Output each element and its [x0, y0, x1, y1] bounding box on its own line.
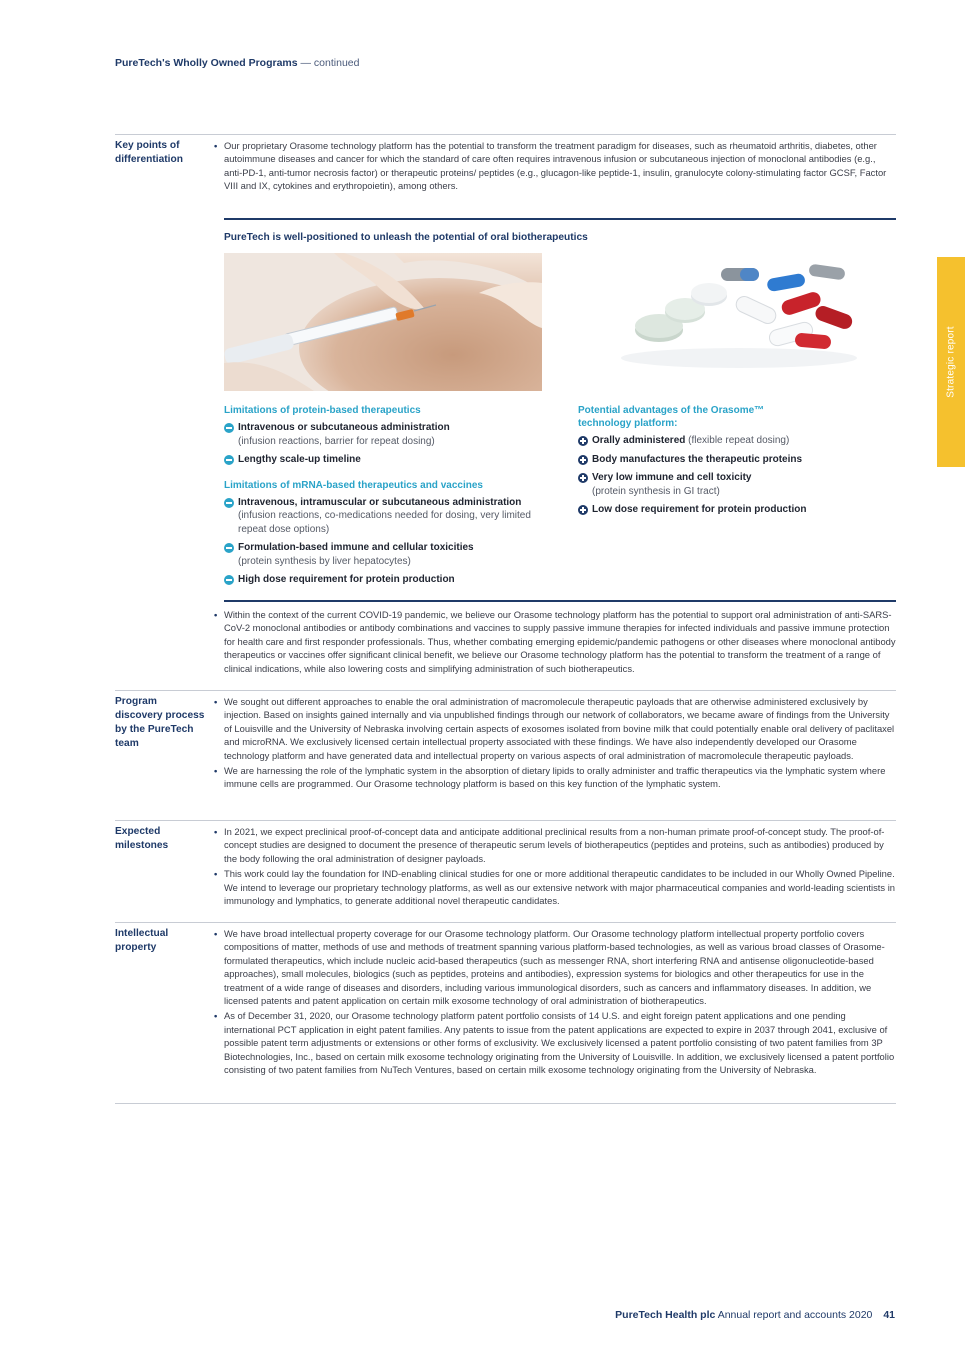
item-light: (flexible repeat dosing) — [688, 435, 790, 446]
row-body-ip — [214, 927, 896, 1078]
oral-biotherapeutics-panel — [224, 218, 896, 602]
mrna-limitation-item — [224, 541, 544, 568]
item-strong: Low dose requirement for protein production — [592, 504, 807, 515]
injection-illustration — [224, 253, 542, 391]
running-header — [115, 57, 359, 69]
differentiation-text-2: Within the context of the current COVID-19 pandemic, we believe our Orasome technology platform has the potential to support oral administration of anti-SARS-CoV-2 monoclonal antibodies or antibody combinations and vaccines to supply passive immune therapies for infected individuals and passive immune protection for health care and first responder professionals. Thus, whether combating emerging epidemic/pandemic pathogens or other diseases where monoclonal antibody therapeutics or vaccines offer significant clinical benefit, we believe our Orasome technology platform has the potential to transform the treatment of a range of clinical indications, while also lowering costs and simplifying administration of such biotherapeutics. — [224, 609, 896, 674]
minus-circle-icon — [224, 543, 234, 553]
row-milestones — [115, 820, 896, 922]
protein-limitations-title: Limitations of protein-based therapeutics — [224, 405, 421, 416]
differentiation-bullet-2 — [214, 608, 896, 675]
bullet-dot: • — [214, 765, 218, 777]
discovery-bullet-1 — [214, 695, 896, 762]
bullet-dot: • — [214, 140, 218, 151]
bullet-dot: • — [214, 826, 218, 837]
item-strong: Orally administered — [592, 435, 686, 446]
bullet-dot: • — [214, 928, 218, 939]
mrna-limitation-item — [224, 573, 544, 587]
header-continued: — continued — [300, 57, 360, 69]
discovery-text-2: We are harnessing the role of the lymphatic system in the absorption of dietary lipids to orally administer and traffic therapeutics via the lymphatic system where immune cells are programmed. Our Orasome technology platform is based on this key function of the lymphatic system. — [224, 765, 886, 790]
orasome-advantage-item — [578, 471, 878, 498]
panel-title: PureTech is well-positioned to unleash the potential of oral biotherapeutics — [224, 232, 588, 243]
row-intellectual-property — [115, 922, 896, 1104]
page-footer — [615, 1309, 895, 1321]
bullet-dot: • — [214, 609, 218, 620]
pills-illustration — [619, 260, 859, 370]
plus-circle-icon — [578, 436, 588, 446]
orasome-advantage-item — [578, 503, 878, 517]
section-side-tab[interactable] — [937, 257, 965, 467]
advantages-column — [578, 404, 878, 522]
milestones-text-2: This work could lay the foundation for IND-enabling clinical studies for one or more additional therapeutic candidates to be included in our Wholly Owned Pipeline. We intend to leverage our proprietary technology platforms, as well as our extensive network with major pharmaceutical companies and world-leading scientists in immunology and lymphatics, to generate additional novel therapeutic candidates. — [224, 868, 895, 907]
limitations-column — [224, 404, 544, 592]
row-body-differentiation-lower — [214, 608, 896, 677]
protein-limitation-item — [224, 453, 544, 467]
milestones-text-1: In 2021, we expect preclinical proof-of-concept data and anticipate additional preclinical results from a non-human primate proof-of-concept study. The proof-of-concept studies are designed to document the presence of therapeutic serum levels of biotherapeutics (peptides and proteins, such as antibodies) produced by the body following the oral administration of designer payloads. — [224, 826, 885, 864]
ip-bullet-1 — [214, 927, 896, 1007]
row-body-differentiation — [214, 139, 896, 195]
minus-circle-icon — [224, 423, 234, 433]
row-body-milestones — [214, 825, 896, 909]
minus-circle-icon — [224, 575, 234, 585]
item-strong: Formulation-based immune and cellular toxicities — [238, 542, 474, 553]
bullet-dot: • — [214, 696, 218, 707]
orasome-advantage-item — [578, 453, 878, 467]
row-discovery — [115, 690, 896, 820]
side-tab-label: Strategic report — [945, 326, 957, 398]
protein-limitation-item — [224, 421, 544, 448]
plus-circle-icon — [578, 505, 588, 515]
item-strong: Lengthy scale-up timeline — [238, 454, 361, 465]
item-light: (protein synthesis in GI tract) — [592, 485, 720, 497]
item-strong: Body manufactures the therapeutic proteins — [592, 453, 803, 465]
ip-text-2: As of December 31, 2020, our Orasome technology platform patent portfolio consists of 14 U.S. and eight foreign patent applications and one pending international PCT application in eight patent families. Any patents to issue from the patent applications are expected to expire in 2037 through 2041, exclusive of possible patent term adjustments or extensions or other forms of exclusivity. We exclusively licensed a patent portfolio consisting of two patent families from 3P Biotechnologies, Inc., based on certain milk exosome technology originating from the University of Louisville. In addition, we exclusively licensed a patent portfolio consisting of two patent families from NuTech Ventures, based on certain milk exosome technology originating from the University of Nebraska. — [224, 1010, 895, 1076]
ip-text-1: We have broad intellectual property coverage for our Orasome technology platform. Our Orasome technology platform intellectual property portfolio covers compositions of matter, methods of use and methods of treatment spanning various platform-based technologies, as well as various broad classes of Orasome-formulated therapeutics, which include nucleic acid-based therapeutics (such as messenger RNA, short interfering RNA and antisense oligonucleotide-based approaches), small molecules, biologics (such as peptides, proteins and antibodies), expression systems for biologics and other therapeutics for use in the treatment of a wide range of diseases and disorders, including various immunological disorders, such as cancers and inflammatory diseases. In addition, we licensed patents and patent application on certain milk exosome technology of oral administration of biotherapeutics. — [224, 928, 885, 1007]
footer-report: Annual report and accounts 2020 — [717, 1309, 873, 1321]
row-body-discovery — [214, 695, 896, 793]
milestones-bullet-2 — [214, 867, 896, 907]
discovery-bullet-2 — [214, 764, 896, 791]
header-title: PureTech's Wholly Owned Programs — [115, 57, 298, 69]
item-strong: High dose requirement for protein production — [238, 574, 455, 585]
item-light: (infusion reactions, barrier for repeat dosing) — [238, 435, 435, 447]
row-label-differentiation: Key points of differentiation — [115, 140, 183, 165]
differentiation-text-1: Our proprietary Orasome technology platform has the potential to transform the treatment paradigm for diseases, such as rheumatoid arthritis, diabetes, other autoimmune diseases and cancer for which the standard of care often requires intravenous infusion or subcutaneous injection of monoclonal antibodies (e.g., anti-PD-1, anti-tumor necrosis factor) or therapeutic proteins/ peptides (e.g., glucagon-like peptide-1, insulin, granulocyte colony-stimulating factor GCSF, Factor VIII and IX, cytokines and erythropoietin), among others. — [224, 140, 887, 192]
ip-bullet-2 — [214, 1009, 896, 1076]
item-light: (infusion reactions, co-medications needed for dosing, very limited repeat dose options) — [238, 510, 531, 535]
item-strong: Very low immune and cell toxicity — [592, 472, 752, 483]
minus-circle-icon — [224, 498, 234, 508]
item-strong: Intravenous, intramuscular or subcutaneous administration — [238, 496, 522, 508]
plus-circle-icon — [578, 455, 588, 465]
footer-company: PureTech Health plc — [615, 1309, 716, 1321]
injection-photo — [224, 253, 542, 391]
pills-photo — [619, 260, 859, 370]
row-label-milestones: Expected milestones — [115, 826, 169, 851]
milestones-bullet-1 — [214, 825, 896, 865]
bullet-dot: • — [214, 868, 218, 880]
bullet-dot: • — [214, 1010, 218, 1022]
minus-circle-icon — [224, 455, 234, 465]
mrna-limitation-item — [224, 496, 544, 537]
item-strong: Intravenous or subcutaneous administration — [238, 422, 450, 433]
page-number: 41 — [883, 1309, 895, 1321]
item-light: (protein synthesis by liver hepatocytes) — [238, 555, 411, 567]
mrna-limitations-title: Limitations of mRNA-based therapeutics and vaccines — [224, 479, 483, 491]
orasome-advantage-item — [578, 434, 878, 448]
discovery-text-1: We sought out different approaches to enable the oral administration of macromolecule therapeutic payloads that are otherwise administered exclusively by injection. Based on insights gained internally and via unpublished findings through our network of collaborators, we became aware of findings from the University of Louisville and the University of Nebraska involving certain aspects of exosomes isolated from bovine milk that could potentially enable oral delivery of paclitaxel and microRNA. We exclusively licensed certain intellectual property associated with these findings. We have also independently developed our Orasome technology platform and have generated data and intellectual property on various aspects of oral administration of macromolecule therapeutic payloads. — [224, 696, 895, 761]
differentiation-bullet-1 — [214, 139, 896, 193]
plus-circle-icon — [578, 473, 588, 483]
row-label-discovery: Program discovery process by the PureTech team — [115, 696, 205, 749]
row-label-ip: Intellectual property — [115, 928, 169, 953]
orasome-advantages-title: Potential advantages of the Orasome™ technology platform: — [578, 405, 765, 429]
